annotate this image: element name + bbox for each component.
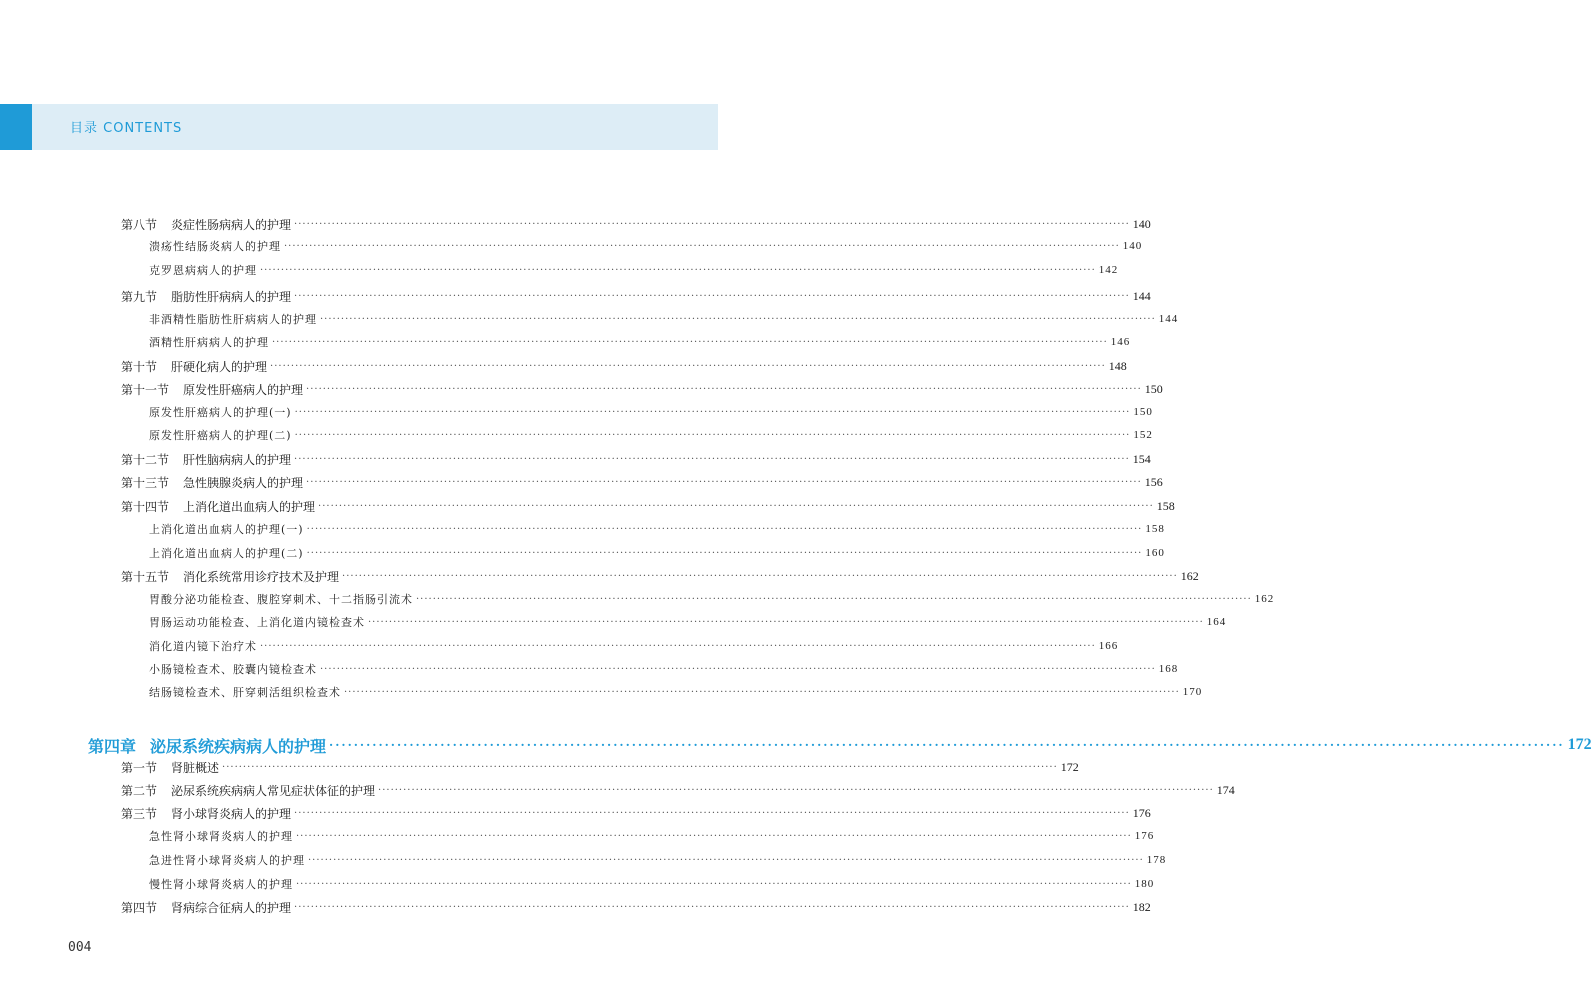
dot-leader: ········································································································································································································ [306, 476, 1142, 488]
toc-entry-label [88, 734, 326, 757]
toc-entry-number: 第十三节 [121, 475, 170, 490]
toc-entry-page: 182 [1132, 899, 1151, 914]
toc-entry-page: 162 [1254, 593, 1275, 605]
toc-entry-title: 消化道内镜下治疗术 [149, 640, 257, 653]
toc-entry-title: 急性肾小球肾炎病人的护理 [149, 830, 293, 843]
toc-subentry[interactable] [149, 874, 1155, 894]
dot-leader: ········································································································································································································ [222, 761, 1058, 773]
toc-subentry[interactable] [149, 826, 1155, 846]
toc-entry-title: 泌尿系统疾病病人常见症状体征的护理 [171, 783, 376, 798]
toc-entry-page: 160 [1145, 547, 1165, 559]
toc-subentry[interactable] [149, 425, 1153, 445]
dot-leader: ········································································································································································································ [260, 264, 1096, 276]
toc-entry-title: 肾脏概述 [171, 760, 220, 775]
dot-leader: ········································································································································································································ [306, 547, 1143, 559]
header-tab [0, 104, 32, 150]
dot-leader: ········································································································································································································ [320, 313, 1156, 325]
toc-entry-number: 第四节 [121, 900, 158, 915]
toc-entry-title: 泌尿系统疾病病人的护理 [150, 736, 327, 756]
toc-entry-page: 140 [1122, 240, 1143, 252]
toc-entry-page: 174 [1216, 782, 1235, 797]
toc-subentry[interactable] [149, 309, 1179, 329]
toc-entry-number: 第八节 [121, 217, 158, 232]
toc-entry-label [121, 216, 291, 233]
toc-entry-title: 慢性肾小球肾炎病人的护理 [149, 878, 293, 891]
dot-leader: ········································································································································································································ [318, 500, 1154, 512]
toc-chapter[interactable] [88, 733, 1592, 757]
dot-leader: ········································································································································································································ [296, 878, 1132, 890]
toc-entry-title: 肝性脑病病人的护理 [183, 452, 292, 467]
dot-leader: ········································································································································································································ [368, 616, 1204, 628]
toc-entry-title: 胃酸分泌功能检查、腹腔穿刺术、十二指肠引流术 [149, 593, 413, 606]
toc-section[interactable] [121, 897, 1151, 917]
toc-entry-label [121, 451, 291, 468]
toc-entry-label [121, 782, 375, 799]
toc-entry-number: 第十节 [121, 359, 158, 374]
toc-entry-page: 144 [1158, 313, 1179, 325]
dot-leader: ········································································································································································································ [294, 218, 1130, 230]
toc-entry-label [149, 876, 293, 892]
toc-entry-title: 肾病综合征病人的护理 [171, 900, 292, 915]
toc-entry-title: 溃疡性结肠炎病人的护理 [149, 240, 281, 253]
toc-entry-title: 上消化道出血病人的护理(一) [149, 523, 304, 536]
toc-entry-label [149, 311, 317, 327]
toc-subentry[interactable] [149, 589, 1275, 609]
toc-entry-label [149, 591, 413, 607]
dot-leader: ········································································································································································································ [308, 854, 1144, 866]
toc-subentry[interactable] [149, 402, 1153, 422]
toc-entry-label [149, 828, 293, 844]
dot-leader: ········································································································································································································ [294, 807, 1130, 819]
toc-entry-label [121, 805, 291, 822]
toc-entry-title: 上消化道出血病人的护理(二) [149, 547, 304, 560]
toc-entry-page: 144 [1132, 288, 1151, 303]
toc-entry-label [149, 638, 257, 654]
toc-entry-title: 肝硬化病人的护理 [171, 359, 268, 374]
toc-entry-label [149, 334, 269, 350]
toc-entry-title: 非酒精性脂肪性肝病病人的护理 [149, 313, 317, 326]
toc-subentry[interactable] [149, 682, 1203, 702]
toc-section[interactable] [121, 214, 1151, 234]
toc-entry-page: 166 [1098, 640, 1119, 652]
toc-subentry[interactable] [149, 543, 1165, 563]
toc-subentry[interactable] [149, 612, 1227, 632]
toc-entry-title: 肾小球肾炎病人的护理 [171, 806, 292, 821]
toc-subentry[interactable] [149, 636, 1119, 656]
toc-entry-page: 178 [1146, 854, 1167, 866]
toc-entry-title: 消化系统常用诊疗技术及护理 [183, 569, 340, 584]
toc-entry-page: 150 [1144, 381, 1163, 396]
toc-entry-label [121, 288, 291, 305]
toc-entry-title: 脂肪性肝病病人的护理 [171, 289, 292, 304]
dot-leader: ········································································································································································································ [306, 383, 1142, 395]
dot-leader: ········································································································································································································ [294, 290, 1130, 302]
toc-entry-number: 第十四节 [121, 499, 170, 514]
toc-entry-page: 146 [1110, 336, 1131, 348]
toc-entry-label [149, 238, 281, 254]
toc-entry-label [149, 427, 292, 443]
toc-entry-page: 170 [1182, 686, 1203, 698]
toc-entry-label [121, 474, 303, 491]
toc-entry-page: 180 [1134, 878, 1155, 890]
toc-entry-page: 142 [1098, 264, 1119, 276]
header-label: 目录 CONTENTS [70, 121, 183, 136]
toc-entry-title: 小肠镜检查术、胶囊内镜检查术 [149, 663, 317, 676]
toc-entry-label [149, 262, 257, 278]
dot-leader: ········································································································································································································ [329, 738, 1565, 752]
toc-entry-label [149, 852, 305, 868]
toc-entry-page: 140 [1132, 216, 1151, 231]
toc-entry-number: 第三节 [121, 806, 158, 821]
toc-entry-page: 176 [1134, 830, 1155, 842]
toc-entry-title: 急性胰腺炎病人的护理 [183, 475, 304, 490]
toc-section[interactable] [121, 780, 1235, 800]
toc-entry-page: 158 [1156, 498, 1175, 513]
toc-entry-title: 克罗恩病病人的护理 [149, 264, 257, 277]
toc-subentry[interactable] [149, 260, 1119, 280]
toc-entry-number: 第一节 [121, 760, 158, 775]
toc-entry-title: 原发性肝癌病人的护理 [183, 382, 304, 397]
dot-leader: ········································································································································································································ [284, 240, 1120, 252]
toc-section[interactable] [121, 472, 1163, 492]
dot-leader: ········································································································································································································ [260, 640, 1096, 652]
toc-entry-label [149, 404, 292, 420]
dot-leader: ········································································································································································································ [416, 593, 1252, 605]
toc-entry-number: 第九节 [121, 289, 158, 304]
toc-entry-title: 酒精性肝病病人的护理 [149, 336, 269, 349]
toc-entry-page: 156 [1144, 474, 1163, 489]
toc-entry-title: 上消化道出血病人的护理 [183, 499, 316, 514]
toc-subentry[interactable] [149, 659, 1179, 679]
toc-entry-label [121, 568, 339, 585]
header-band [0, 104, 718, 150]
toc-entry-title: 急进性肾小球肾炎病人的护理 [149, 854, 305, 867]
page-number: 004 [68, 940, 92, 955]
toc-entry-page: 168 [1158, 663, 1179, 675]
toc-entry-label [149, 521, 304, 537]
dot-leader: ········································································································································································································ [294, 453, 1130, 465]
dot-leader: ········································································································································································································ [294, 406, 1131, 418]
toc-entry-page: 150 [1133, 406, 1153, 418]
toc-entry-number: 第二节 [121, 783, 158, 798]
toc-entry-title: 炎症性肠病病人的护理 [171, 217, 292, 232]
toc-entry-label [121, 899, 291, 916]
dot-leader: ········································································································································································································ [344, 686, 1180, 698]
toc-entry-title: 胃肠运动功能检查、上消化道内镜检查术 [149, 616, 365, 629]
toc-subentry[interactable] [149, 332, 1131, 352]
toc-entry-number: 第十一节 [121, 382, 170, 397]
toc-section[interactable] [121, 566, 1199, 586]
toc-entry-label [149, 545, 304, 561]
toc-entry-page: 172 [1567, 736, 1592, 753]
toc-entry-label [121, 759, 219, 776]
toc-entry-label [121, 358, 267, 375]
dot-leader: ········································································································································································································ [306, 523, 1143, 535]
dot-leader: ········································································································································································································ [378, 784, 1214, 796]
toc-entry-page: 172 [1060, 759, 1079, 774]
toc-entry-label [149, 684, 341, 700]
toc-entry-page: 176 [1132, 805, 1151, 820]
dot-leader: ········································································································································································································ [294, 901, 1130, 913]
toc-entry-number: 第十二节 [121, 452, 170, 467]
toc-subentry[interactable] [149, 519, 1165, 539]
toc-entry-label [121, 381, 303, 398]
toc-entry-label [149, 614, 365, 630]
toc-section[interactable] [121, 379, 1163, 399]
toc-entry-page: 154 [1132, 451, 1151, 466]
dot-leader: ········································································································································································································ [272, 336, 1108, 348]
toc-entry-number: 第十五节 [121, 569, 170, 584]
dot-leader: ········································································································································································································ [294, 429, 1131, 441]
toc-entry-label [149, 661, 317, 677]
toc-section[interactable] [121, 803, 1151, 823]
toc-section[interactable] [121, 449, 1151, 469]
toc-entry-title: 原发性肝癌病人的护理(二) [149, 429, 292, 442]
toc-entry-page: 152 [1133, 429, 1153, 441]
toc-entry-page: 162 [1180, 568, 1199, 583]
dot-leader: ········································································································································································································ [342, 570, 1178, 582]
toc-section[interactable] [121, 356, 1127, 376]
toc-entry-title: 结肠镜检查术、肝穿刺活组织检查术 [149, 686, 341, 699]
toc-section[interactable] [121, 286, 1151, 306]
toc-entry-title: 原发性肝癌病人的护理(一) [149, 406, 292, 419]
dot-leader: ········································································································································································································ [296, 830, 1132, 842]
toc-entry-page: 148 [1108, 358, 1127, 373]
toc-entry-label [121, 498, 315, 515]
toc-entry-page: 158 [1145, 523, 1165, 535]
toc-section[interactable] [121, 496, 1175, 516]
toc-subentry[interactable] [149, 850, 1167, 870]
dot-leader: ········································································································································································································ [270, 360, 1106, 372]
toc-section[interactable] [121, 757, 1079, 777]
toc-entry-page: 164 [1206, 616, 1227, 628]
toc-subentry[interactable] [149, 236, 1143, 256]
toc-entry-number: 第四章 [88, 736, 137, 756]
dot-leader: ········································································································································································································ [320, 663, 1156, 675]
